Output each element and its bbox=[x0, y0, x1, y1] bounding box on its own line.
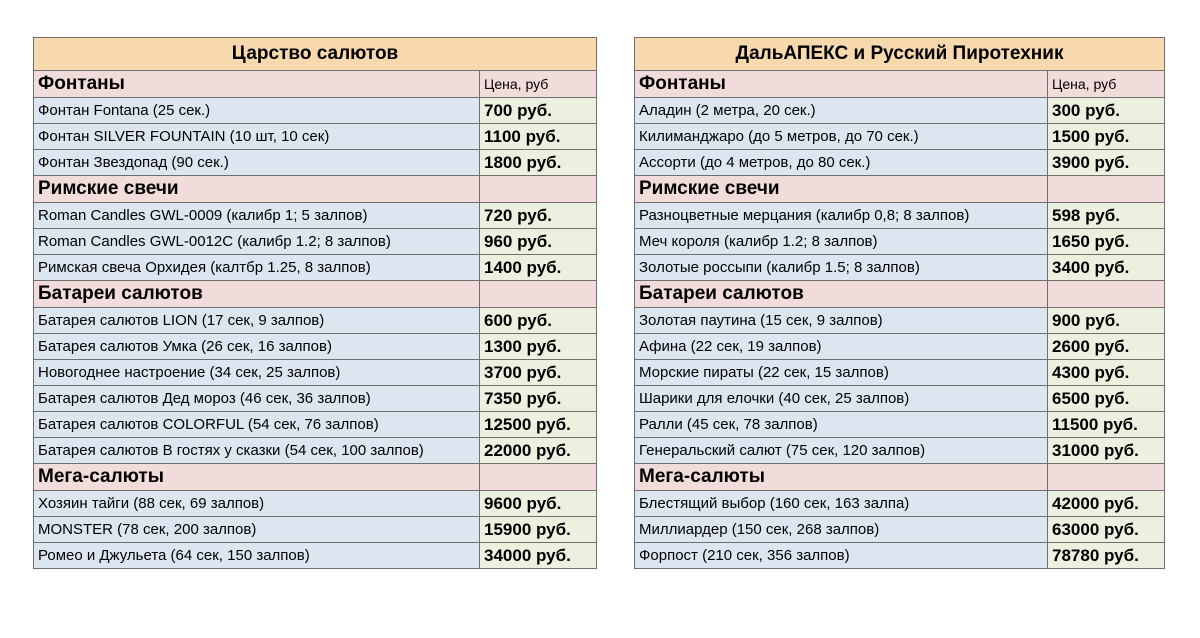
section-header-row bbox=[34, 176, 597, 203]
item-price: 1500 руб. bbox=[1048, 124, 1165, 150]
table-row bbox=[34, 124, 597, 150]
item-name: Аладин (2 метра, 20 сек.) bbox=[635, 98, 1048, 124]
section-title: Батареи салютов bbox=[635, 281, 1048, 308]
item-name: Ралли (45 сек, 78 залпов) bbox=[635, 412, 1048, 438]
item-price: 900 руб. bbox=[1048, 308, 1165, 334]
item-price: 720 руб. bbox=[480, 203, 597, 229]
section-title: Мега-салюты bbox=[635, 464, 1048, 491]
item-price: 3400 руб. bbox=[1048, 255, 1165, 281]
table-row bbox=[34, 491, 597, 517]
item-price: 7350 руб. bbox=[480, 386, 597, 412]
table-row bbox=[635, 491, 1165, 517]
table-row bbox=[635, 334, 1165, 360]
item-name: Морские пираты (22 сек, 15 залпов) bbox=[635, 360, 1048, 386]
table-title-row bbox=[34, 38, 597, 71]
table-row bbox=[34, 334, 597, 360]
item-price: 15900 руб. bbox=[480, 517, 597, 543]
item-price: 960 руб. bbox=[480, 229, 597, 255]
table-row bbox=[635, 412, 1165, 438]
table-row bbox=[34, 98, 597, 124]
item-price: 63000 руб. bbox=[1048, 517, 1165, 543]
empty-price-cell bbox=[480, 464, 597, 491]
item-price: 6500 руб. bbox=[1048, 386, 1165, 412]
section-header-row bbox=[34, 71, 597, 98]
item-name: Батарея салютов COLORFUL (54 сек, 76 залпов) bbox=[34, 412, 480, 438]
table-row bbox=[34, 360, 597, 386]
item-name: Форпост (210 сек, 356 залпов) bbox=[635, 543, 1048, 569]
empty-price-cell bbox=[480, 176, 597, 203]
table-row bbox=[34, 308, 597, 334]
item-price: 78780 руб. bbox=[1048, 543, 1165, 569]
item-price: 3900 руб. bbox=[1048, 150, 1165, 176]
table-title: ДальАПЕКС и Русский Пиротехник bbox=[635, 38, 1165, 71]
table-row bbox=[34, 229, 597, 255]
item-name: Батарея салютов Умка (26 сек, 16 залпов) bbox=[34, 334, 480, 360]
item-name: Батарея салютов Дед мороз (46 сек, 36 залпов) bbox=[34, 386, 480, 412]
table-row bbox=[635, 543, 1165, 569]
item-price: 12500 руб. bbox=[480, 412, 597, 438]
table-row bbox=[635, 255, 1165, 281]
item-price: 1650 руб. bbox=[1048, 229, 1165, 255]
item-price: 1100 руб. bbox=[480, 124, 597, 150]
section-title: Фонтаны bbox=[635, 71, 1048, 98]
table-row bbox=[635, 229, 1165, 255]
item-price: 600 руб. bbox=[480, 308, 597, 334]
empty-price-cell bbox=[1048, 464, 1165, 491]
section-header-row bbox=[635, 176, 1165, 203]
item-price: 9600 руб. bbox=[480, 491, 597, 517]
item-price: 2600 руб. bbox=[1048, 334, 1165, 360]
section-title: Мега-салюты bbox=[34, 464, 480, 491]
table-row bbox=[635, 98, 1165, 124]
empty-price-cell bbox=[1048, 281, 1165, 308]
table-row bbox=[635, 438, 1165, 464]
item-name: Хозяин тайги (88 сек, 69 залпов) bbox=[34, 491, 480, 517]
item-name: Золотая паутина (15 сек, 9 залпов) bbox=[635, 308, 1048, 334]
item-price: 1400 руб. bbox=[480, 255, 597, 281]
item-price: 3700 руб. bbox=[480, 360, 597, 386]
item-price: 1800 руб. bbox=[480, 150, 597, 176]
item-name: Фонтан Звездопад (90 сек.) bbox=[34, 150, 480, 176]
table-row bbox=[635, 517, 1165, 543]
item-name: Миллиардер (150 сек, 268 залпов) bbox=[635, 517, 1048, 543]
table-row bbox=[34, 150, 597, 176]
table-row bbox=[635, 203, 1165, 229]
price-column-header: Цена, руб bbox=[1048, 71, 1165, 98]
table-row bbox=[34, 517, 597, 543]
item-name: Батарея салютов В гостях у сказки (54 сек, 100 залпов) bbox=[34, 438, 480, 464]
item-name: Килиманджаро (до 5 метров, до 70 сек.) bbox=[635, 124, 1048, 150]
item-name: Фонтан Fontana (25 сек.) bbox=[34, 98, 480, 124]
table-row bbox=[34, 255, 597, 281]
item-price: 11500 руб. bbox=[1048, 412, 1165, 438]
item-name: Roman Candles GWL-0012C (калибр 1.2; 8 залпов) bbox=[34, 229, 480, 255]
section-header-row bbox=[635, 281, 1165, 308]
item-name: Ассорти (до 4 метров, до 80 сек.) bbox=[635, 150, 1048, 176]
item-name: Меч короля (калибр 1.2; 8 залпов) bbox=[635, 229, 1048, 255]
item-price: 4300 руб. bbox=[1048, 360, 1165, 386]
item-price: 34000 руб. bbox=[480, 543, 597, 569]
price-table-right bbox=[634, 37, 1165, 569]
table-row bbox=[34, 203, 597, 229]
table-title: Царство салютов bbox=[34, 38, 597, 71]
item-name: Генеральский салют (75 сек, 120 залпов) bbox=[635, 438, 1048, 464]
table-row bbox=[34, 438, 597, 464]
empty-price-cell bbox=[480, 281, 597, 308]
section-header-row bbox=[635, 464, 1165, 491]
table-row bbox=[635, 150, 1165, 176]
item-name: Блестящий выбор (160 сек, 163 залпа) bbox=[635, 491, 1048, 517]
empty-price-cell bbox=[1048, 176, 1165, 203]
item-price: 42000 руб. bbox=[1048, 491, 1165, 517]
item-name: MONSTER (78 сек, 200 залпов) bbox=[34, 517, 480, 543]
table-row bbox=[635, 386, 1165, 412]
item-price: 598 руб. bbox=[1048, 203, 1165, 229]
price-column-header: Цена, руб bbox=[480, 71, 597, 98]
section-title: Римские свечи bbox=[34, 176, 480, 203]
item-name: Фонтан SILVER FOUNTAIN (10 шт, 10 сек) bbox=[34, 124, 480, 150]
table-row bbox=[635, 308, 1165, 334]
section-title: Римские свечи bbox=[635, 176, 1048, 203]
section-header-row bbox=[34, 281, 597, 308]
item-price: 700 руб. bbox=[480, 98, 597, 124]
section-header-row bbox=[635, 71, 1165, 98]
item-price: 300 руб. bbox=[1048, 98, 1165, 124]
section-title: Фонтаны bbox=[34, 71, 480, 98]
table-row bbox=[635, 360, 1165, 386]
table-row bbox=[635, 124, 1165, 150]
item-name: Roman Candles GWL-0009 (калибр 1; 5 залпов) bbox=[34, 203, 480, 229]
item-price: 22000 руб. bbox=[480, 438, 597, 464]
section-header-row bbox=[34, 464, 597, 491]
item-name: Батарея салютов LION (17 сек, 9 залпов) bbox=[34, 308, 480, 334]
item-name: Ромео и Джульета (64 сек, 150 залпов) bbox=[34, 543, 480, 569]
item-name: Афина (22 сек, 19 залпов) bbox=[635, 334, 1048, 360]
item-name: Золотые россыпи (калибр 1.5; 8 залпов) bbox=[635, 255, 1048, 281]
table-row bbox=[34, 543, 597, 569]
price-table-left bbox=[33, 37, 597, 569]
section-title: Батареи салютов bbox=[34, 281, 480, 308]
item-name: Шарики для елочки (40 сек, 25 залпов) bbox=[635, 386, 1048, 412]
item-name: Римская свеча Орхидея (калтбр 1.25, 8 залпов) bbox=[34, 255, 480, 281]
table-row bbox=[34, 412, 597, 438]
item-price: 1300 руб. bbox=[480, 334, 597, 360]
item-name: Новогоднее настроение (34 сек, 25 залпов) bbox=[34, 360, 480, 386]
item-price: 31000 руб. bbox=[1048, 438, 1165, 464]
item-name: Разноцветные мерцания (калибр 0,8; 8 залпов) bbox=[635, 203, 1048, 229]
table-title-row bbox=[635, 38, 1165, 71]
table-row bbox=[34, 386, 597, 412]
